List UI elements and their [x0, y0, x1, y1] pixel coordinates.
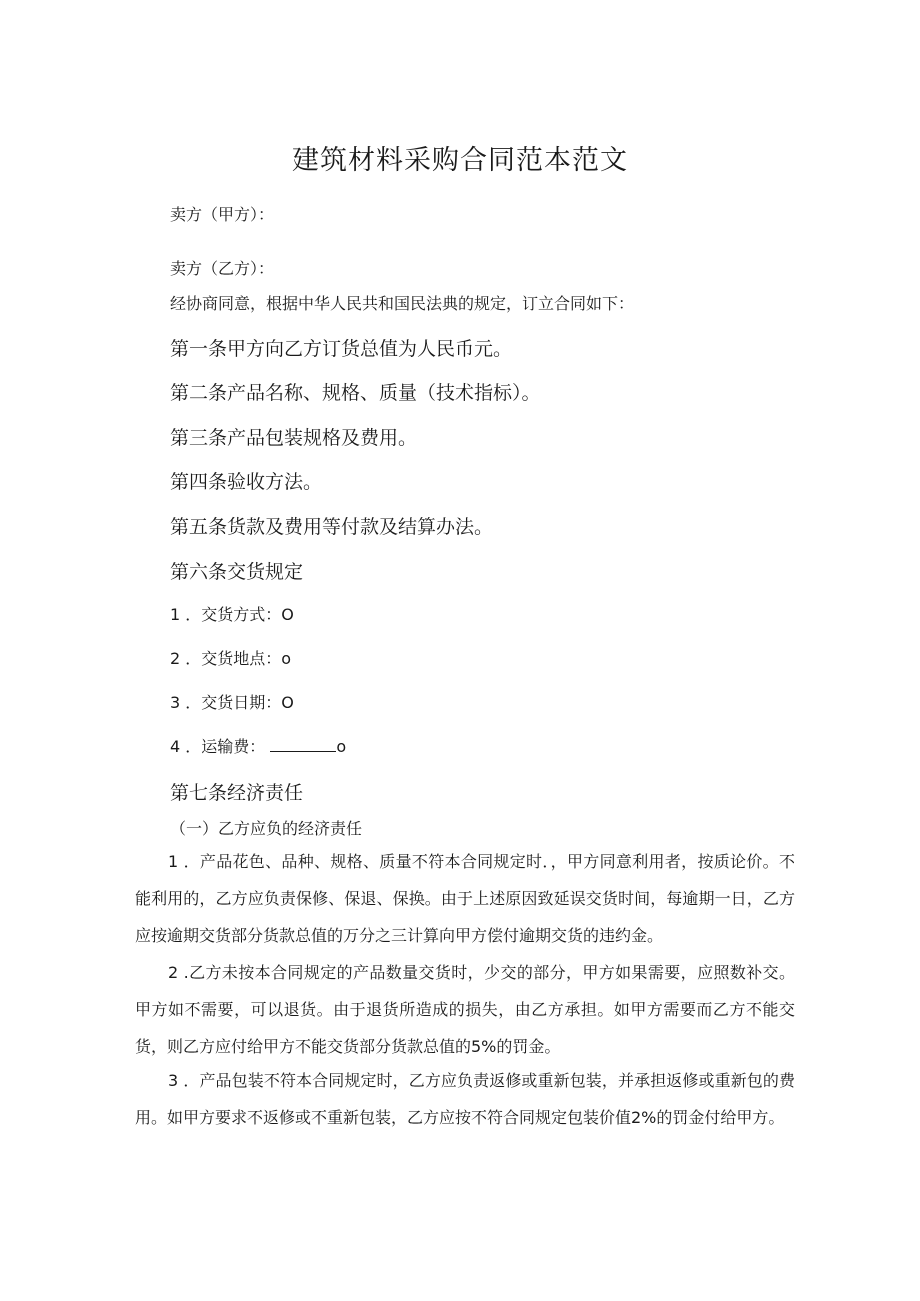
article-3: 第三条产品包装规格及费用。	[170, 427, 418, 449]
seller-b-line: 卖方（乙方）：	[170, 259, 275, 278]
section-heading-1: （一）乙方应负的经济责任	[170, 819, 363, 838]
delivery-item-3: 3 ．交货日期：O	[170, 693, 294, 712]
fill-in-blank	[270, 737, 336, 752]
paragraph-2: 2 .乙方未按本合同规定的产品数量交货时，少交的部分，甲方如果需要，应照数补交。甲方如不需要，可以退货。由于退货所造成的损失，由乙方承担。如甲方需要而乙方不能交货，则乙方应付给甲方不能交货部分货款总值的5%的罚金。	[135, 963, 795, 1056]
delivery-item-4	[170, 734, 346, 757]
article-5: 第五条货款及费用等付款及结算办法。	[170, 516, 494, 538]
delivery-item-2: 2 ．交货地点：o	[170, 649, 292, 668]
article-2: 第二条产品名称、规格、质量（技术指标）。	[170, 382, 541, 404]
article-7: 第七条经济责任	[170, 782, 304, 804]
article-6: 第六条交货规定	[170, 561, 304, 583]
article-1: 第一条甲方向乙方订货总值为人民币元。	[170, 338, 513, 360]
document-title: 建筑材料采购合同范本范文	[292, 145, 628, 176]
seller-a-line: 卖方（甲方）：	[170, 205, 275, 224]
delivery-item-4-label: 4 ．运输费：	[170, 737, 266, 756]
paragraph-3: 3 ．产品包装不符本合同规定时，乙方应负责返修或重新包装，并承担返修或重新包的费用。如甲方要求不返修或不重新包装，乙方应按不符合同规定包装价值2%的罚金付给甲方。	[135, 1071, 795, 1127]
delivery-item-1: 1 ．交货方式：O	[170, 605, 294, 624]
intro-line: 经协商同意，根据中华人民共和国民法典的规定，订立合同如下：	[170, 294, 635, 313]
article-4: 第四条验收方法。	[170, 471, 323, 493]
delivery-item-4-suffix: o	[336, 737, 347, 756]
paragraph-1: 1 ．产品花色、品种、规格、质量不符本合同规定时．，甲方同意利用者，按质论价。不能利用的，乙方应负责保修、保退、保换。由于上述原因致延误交货时间，每逾期一日，乙方应按逾期交货部分货款总值的万分之三计算向甲方偿付逾期交货的违约金。	[135, 852, 795, 945]
